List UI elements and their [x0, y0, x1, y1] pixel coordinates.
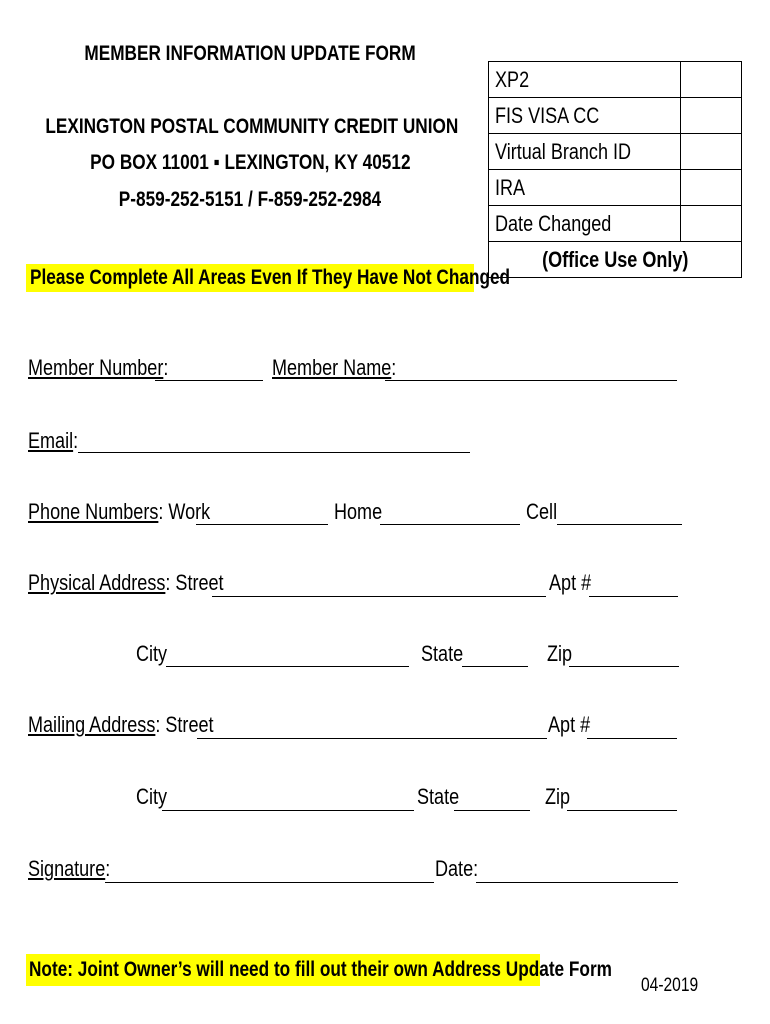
cell-phone-field[interactable]: [557, 524, 682, 525]
date-label: Date:: [435, 856, 479, 881]
mailing-apt-label: Apt #: [548, 712, 591, 737]
cell-phone-label: Cell: [526, 499, 558, 524]
signature-label: Signature:: [28, 856, 111, 881]
mailing-zip-label: Zip: [545, 784, 571, 809]
office-row-box[interactable]: [681, 134, 742, 170]
physical-zip-field[interactable]: [569, 666, 679, 667]
office-row-box[interactable]: [681, 170, 742, 206]
email-label: Email:: [28, 428, 79, 453]
member-number-label: Member Number:: [28, 355, 169, 380]
org-name: LEXINGTON POSTAL COMMUNITY CREDIT UNION: [45, 115, 459, 138]
office-row: [489, 170, 742, 206]
mailing-city-field[interactable]: [162, 810, 414, 811]
office-row-label: Date Changed: [489, 206, 681, 242]
signature-field[interactable]: [105, 882, 434, 883]
office-row-box[interactable]: [681, 206, 742, 242]
mailing-city-label: City: [136, 784, 168, 809]
work-phone-field[interactable]: [196, 524, 328, 525]
mailing-street-field[interactable]: [197, 738, 547, 739]
member-name-label: Member Name:: [272, 355, 397, 380]
home-phone-label: Home: [334, 499, 383, 524]
physical-street-field[interactable]: [212, 596, 546, 597]
office-use-footer: (Office Use Only): [489, 242, 742, 278]
office-row: [489, 134, 742, 170]
physical-city-field[interactable]: [166, 666, 409, 667]
office-row: [489, 62, 742, 98]
instruction-banner: Please Complete All Areas Even If They Have Not Changed: [26, 264, 474, 292]
date-field[interactable]: [476, 882, 678, 883]
office-footer-row: [489, 242, 742, 278]
physical-state-field[interactable]: [462, 666, 528, 667]
office-row: [489, 206, 742, 242]
org-phones: P-859-252-5151 / F-859-252-2984: [118, 188, 382, 211]
mailing-state-field[interactable]: [454, 810, 530, 811]
home-phone-field[interactable]: [380, 524, 520, 525]
office-row-box[interactable]: [681, 62, 742, 98]
mailing-address-label: Mailing Address: Street: [28, 712, 214, 737]
office-row-label: IRA: [489, 170, 681, 206]
office-use-table: [488, 61, 742, 278]
physical-address-label: Physical Address: Street: [28, 570, 224, 595]
office-row-label: Virtual Branch ID: [489, 134, 681, 170]
physical-apt-label: Apt #: [549, 570, 592, 595]
mailing-zip-field[interactable]: [567, 810, 677, 811]
office-row: [489, 98, 742, 134]
office-row-label: FIS VISA CC: [489, 98, 681, 134]
physical-zip-label: Zip: [547, 641, 573, 666]
revision-date: 04-2019: [641, 975, 699, 996]
physical-apt-field[interactable]: [589, 596, 678, 597]
form-title: MEMBER INFORMATION UPDATE FORM: [84, 42, 416, 65]
member-number-field[interactable]: [155, 380, 263, 381]
office-row-label: XP2: [489, 62, 681, 98]
physical-city-label: City: [136, 641, 168, 666]
member-name-field[interactable]: [385, 380, 677, 381]
email-field[interactable]: [78, 452, 470, 453]
mailing-state-label: State: [417, 784, 460, 809]
joint-owner-note: Note: Joint Owner’s will need to fill out their own Address Update Form: [26, 954, 540, 986]
org-address: PO BOX 11001 ▪ LEXINGTON, KY 40512: [89, 151, 411, 174]
physical-state-label: State: [421, 641, 464, 666]
mailing-apt-field[interactable]: [587, 738, 677, 739]
phone-numbers-label: Phone Numbers: Work: [28, 499, 211, 524]
office-row-box[interactable]: [681, 98, 742, 134]
